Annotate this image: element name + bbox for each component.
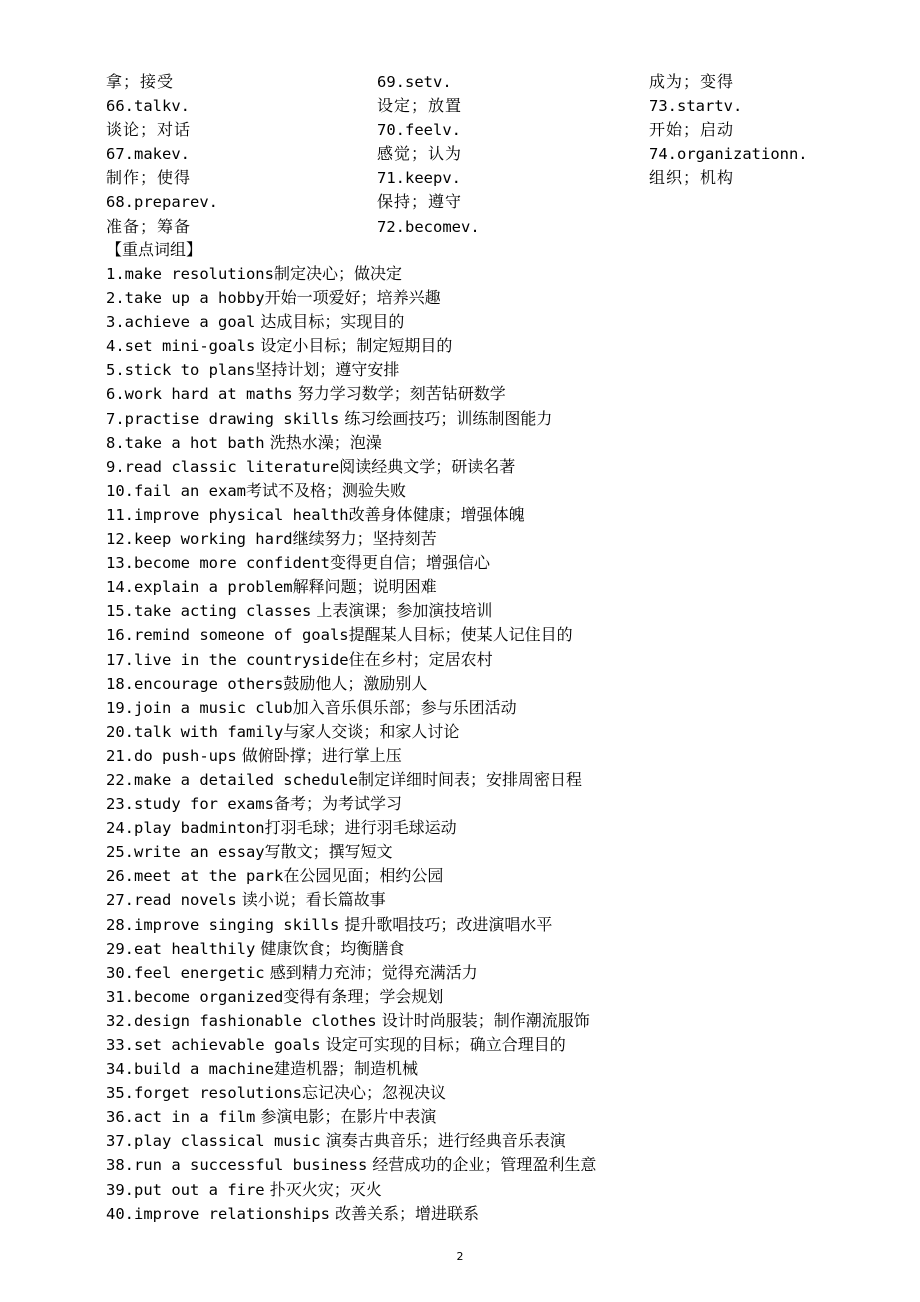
phrase-item: [106, 503, 886, 527]
phrase-english: 31.become organized: [106, 987, 284, 1006]
phrase-chinese: 继续努力；坚持刻苦: [292, 529, 437, 549]
phrase-chinese: 与家人交谈；和家人讨论: [283, 721, 460, 741]
phrase-english: 5.stick to plans: [106, 361, 256, 380]
vocab-line: 保持；遵守: [377, 192, 463, 212]
phrase-english: 34.build a machine: [106, 1060, 274, 1079]
phrase-chinese: 备考；为考试学习: [273, 794, 402, 814]
phrase-chinese: 住在乡村；定居农村: [348, 649, 493, 669]
phrase-chinese: 扑灭火灾；灭火: [264, 1179, 382, 1199]
phrase-item: [106, 1105, 886, 1129]
phrase-english: 8.take a hot bath: [106, 433, 265, 452]
phrase-english: 7.practise drawing skills: [106, 409, 340, 428]
phrase-item: [106, 720, 886, 744]
phrase-item: [106, 864, 886, 888]
phrase-english: 3.achieve a goal: [106, 313, 256, 332]
phrase-item: [106, 382, 886, 406]
phrase-chinese: 设定可实现的目标；确立合理目的: [320, 1035, 566, 1054]
phrase-item: [106, 913, 886, 937]
vocab-line: 73.startv.: [649, 97, 743, 116]
phrase-item: [106, 551, 886, 575]
phrase-item: [106, 455, 886, 479]
vocab-line: 制作；使得: [106, 168, 192, 188]
vocab-line: 66.talkv.: [106, 97, 190, 116]
phrase-item: [106, 1033, 886, 1057]
phrase-item: [106, 407, 886, 431]
phrase-item: [106, 1129, 886, 1153]
phrase-chinese: 制定决心；做决定: [273, 264, 402, 283]
phrase-chinese: 健康饮食；均衡膳食: [255, 938, 405, 958]
vocab-line: 成为；变得: [649, 72, 735, 91]
phrase-chinese: 阅读经典文学；研读名著: [339, 456, 516, 476]
phrase-chinese: 鼓励他人；激励别人: [283, 673, 428, 693]
vocab-line: 68.preparev.: [106, 193, 218, 212]
phrase-item: [106, 648, 886, 672]
vocab-line: 71.keepv.: [377, 169, 461, 188]
phrase-english: 33.set achievable goals: [106, 1036, 321, 1054]
phrase-english: 10.fail an exam: [106, 481, 246, 500]
phrase-list: [106, 262, 886, 1226]
phrase-chinese: 做俯卧撑；进行掌上压: [236, 745, 402, 765]
phrase-english: 35.forget resolutions: [106, 1084, 302, 1103]
phrase-english: 28.improve singing skills: [106, 915, 340, 934]
phrase-english: 36.act in a film: [106, 1108, 256, 1127]
phrase-item: [106, 888, 886, 912]
phrase-english: 1.make resolutions: [106, 265, 274, 283]
phrase-english: 18.encourage others: [106, 674, 284, 693]
phrase-chinese: 读小说；看长篇故事: [236, 890, 386, 910]
phrase-chinese: 练习绘画技巧；训练制图能力: [339, 408, 553, 428]
vocab-column-2: [377, 70, 480, 239]
phrase-chinese: 努力学习数学；刻苦钻研数学: [292, 384, 506, 404]
phrase-item: [106, 599, 886, 623]
phrase-chinese: 改善身体健康；增强体魄: [348, 504, 525, 524]
vocab-line: 开始；启动: [649, 120, 735, 140]
phrase-item: [106, 575, 886, 599]
phrase-item: [106, 840, 886, 864]
phrase-chinese: 考试不及格；测验失败: [245, 480, 406, 500]
vocab-column-1: [106, 70, 218, 239]
phrase-chinese: 解释问题；说明困难: [292, 577, 437, 597]
phrase-item: [106, 310, 886, 334]
phrase-english: 26.meet at the park: [106, 867, 284, 886]
phrase-english: 24.play badminton: [106, 819, 265, 838]
phrase-item: [106, 1178, 886, 1202]
phrase-english: 15.take acting classes: [106, 602, 312, 621]
phrase-chinese: 洗热水澡；泡澡: [264, 432, 382, 452]
phrase-chinese: 参演电影；在影片中表演: [255, 1107, 437, 1127]
phrase-chinese: 设计时尚服装；制作潮流服饰: [376, 1010, 590, 1030]
vocab-line: 准备；筹备: [106, 216, 192, 236]
vocab-line: 67.makev.: [106, 145, 190, 164]
phrase-chinese: 达成目标；实现目的: [255, 312, 405, 332]
phrase-item: [106, 431, 886, 455]
phrase-english: 4.set mini-goals: [106, 337, 256, 356]
phrase-item: [106, 334, 886, 358]
page-number: 2: [456, 1250, 464, 1263]
phrase-english: 19.join a music club: [106, 698, 293, 717]
phrase-chinese: 上表演课；参加演技培训: [311, 601, 493, 621]
phrase-english: 14.explain a problem: [106, 578, 293, 597]
phrase-item: [106, 262, 886, 286]
phrase-chinese: 加入音乐俱乐部；参与乐团活动: [292, 697, 517, 717]
phrase-chinese: 设定小目标；制定短期目的: [255, 336, 453, 356]
phrase-chinese: 演奏古典音乐；进行经典音乐表演: [320, 1131, 566, 1151]
phrase-chinese: 在公园见面；相约公园: [283, 866, 444, 886]
phrase-english: 16.remind someone of goals: [106, 626, 349, 645]
vocab-line: 感觉；认为: [377, 144, 463, 164]
phrase-english: 11.improve physical health: [106, 505, 349, 524]
phrase-chinese: 打羽毛球；进行羽毛球运动: [264, 818, 457, 838]
phrase-chinese: 提升歌唱技巧；改进演唱水平: [339, 914, 553, 934]
phrase-item: [106, 1081, 886, 1105]
vocab-column-3: [649, 70, 808, 190]
phrase-item: [106, 479, 886, 503]
phrase-item: [106, 696, 886, 720]
phrase-chinese: 忘记决心；忽视决议: [301, 1083, 446, 1103]
phrase-english: 17.live in the countryside: [106, 650, 349, 669]
phrase-english: 27.read novels: [106, 891, 237, 910]
vocab-line: 70.feelv.: [377, 121, 461, 140]
phrase-item: [106, 816, 886, 840]
phrase-item: [106, 1009, 886, 1033]
phrase-english: 32.design fashionable clothes: [106, 1011, 377, 1030]
section-heading: 【重点词组】: [106, 240, 203, 259]
phrase-english: 29.eat healthily: [106, 939, 256, 958]
phrase-chinese: 提醒某人目标；使某人记住目的: [348, 625, 573, 645]
phrase-item: [106, 1153, 886, 1177]
phrase-chinese: 感到精力充沛；觉得充满活力: [264, 962, 478, 982]
vocab-line: 组织；机构: [649, 168, 735, 188]
phrase-item: [106, 768, 886, 792]
phrase-chinese: 坚持计划；遵守安排: [255, 360, 400, 380]
phrase-english: 37.play classical music: [106, 1132, 321, 1151]
vocab-line: 设定；放置: [377, 96, 463, 116]
vocab-line: 72.becomev.: [377, 217, 480, 236]
phrase-chinese: 制定详细时间表；安排周密日程: [357, 769, 582, 789]
phrase-item: [106, 358, 886, 382]
phrase-english: 12.keep working hard: [106, 530, 293, 549]
phrase-english: 13.become more confident: [106, 554, 330, 573]
phrase-item: [106, 1202, 886, 1226]
phrase-english: 21.do push-ups: [106, 746, 237, 765]
phrase-item: [106, 623, 886, 647]
phrase-item: [106, 672, 886, 696]
phrase-item: [106, 792, 886, 816]
phrase-chinese: 经营成功的企业；管理盈利生意: [367, 1155, 597, 1175]
vocab-line: 谈论；对话: [106, 120, 192, 140]
phrase-english: 23.study for exams: [106, 795, 274, 814]
phrase-english: 40.improve relationships: [106, 1204, 330, 1223]
vocab-line: 拿；接受: [106, 72, 175, 91]
phrase-english: 2.take up a hobby: [106, 289, 265, 308]
phrase-english: 6.work hard at maths: [106, 385, 293, 404]
phrase-english: 39.put out a fire: [106, 1180, 265, 1199]
phrase-english: 38.run a successful business: [106, 1156, 368, 1175]
phrase-english: 22.make a detailed schedule: [106, 770, 358, 789]
phrase-item: [106, 744, 886, 768]
phrase-item: [106, 1057, 886, 1081]
phrase-item: [106, 985, 886, 1009]
phrase-chinese: 变得更自信；增强信心: [329, 553, 490, 573]
phrase-english: 30.feel energetic: [106, 963, 265, 982]
phrase-item: [106, 286, 886, 310]
phrase-chinese: 变得有条理；学会规划: [283, 986, 444, 1006]
phrase-english: 20.talk with family: [106, 722, 284, 741]
phrase-chinese: 写散文；撰写短文: [264, 842, 393, 862]
phrase-item: [106, 937, 886, 961]
phrase-english: 25.write an essay: [106, 843, 265, 862]
phrase-chinese: 改善关系；增进联系: [329, 1203, 480, 1223]
vocab-line: 69.setv.: [377, 73, 452, 91]
phrase-chinese: 建造机器；制造机械: [273, 1059, 418, 1079]
phrase-item: [106, 527, 886, 551]
vocab-line: 74.organizationn.: [649, 145, 808, 164]
phrase-item: [106, 961, 886, 985]
phrase-english: 9.read classic literature: [106, 457, 340, 476]
phrase-chinese: 开始一项爱好；培养兴趣: [264, 288, 441, 308]
